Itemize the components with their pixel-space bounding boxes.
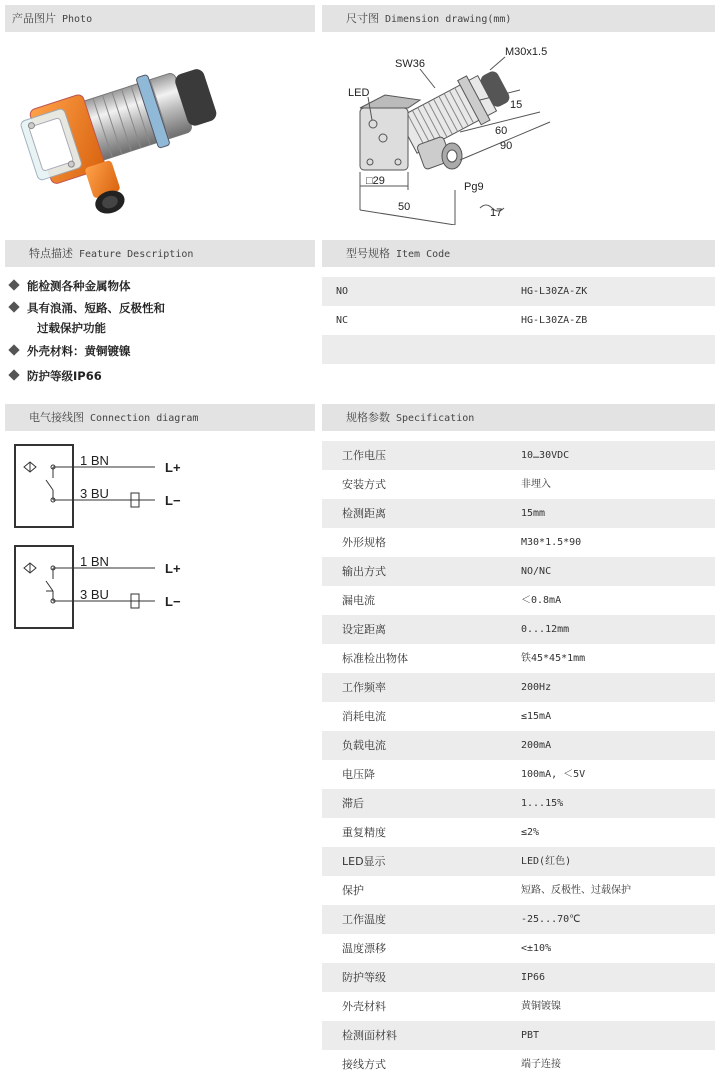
feature-item-2-cont: 过载保护功能 [37,321,106,335]
spec-value: 10…30VDC [521,450,570,461]
spec-row [322,992,715,1021]
spec-key: 安装方式 [342,478,386,491]
connection-header: 电气接线图 Connection diagram [5,404,315,431]
l-plus-label: L+ [165,561,181,576]
spec-value: 铁45*45*1mm [521,653,586,664]
spec-row [322,1021,715,1050]
spec-row [322,1050,715,1079]
spec-key: 消耗电流 [342,710,386,723]
item-code-row: NO HG-L30ZA-ZK [322,277,715,306]
spec-value: 100mA, ＜5V [521,769,586,780]
feature-item-4: 防护等级IP66 [10,368,102,384]
spec-key: 保护 [342,884,364,897]
spec-key: 漏电流 [342,594,375,607]
spec-value: 短路、反极性、过载保护 [521,885,631,896]
dim-17-label: 17 [490,207,503,219]
dim-led-label: LED [348,87,370,99]
spec-value: 1...15% [521,798,564,809]
spec-value: IP66 [521,972,546,983]
feature-item-3: 外壳材料：黄铜镀镍 [10,343,131,359]
spec-row [322,963,715,992]
item-code-row: NC HG-L30ZA-ZB [336,315,588,326]
dim-60-label: 60 [495,125,508,137]
dim-thread-label: M30x1.5 [505,46,548,58]
spec-value: -25...70℃ [521,914,581,925]
spec-value: 非埋入 [521,479,551,490]
dim-pg-label: Pg9 [464,181,484,193]
spec-value: 200Hz [521,682,552,693]
product-photo [20,42,230,222]
spec-key: 滞后 [342,797,364,810]
spec-key: 检测距离 [342,507,386,520]
spec-row [322,499,715,528]
spec-key: 设定距离 [342,623,386,636]
dim-15-label: 15 [510,99,523,111]
spec-key: 电压降 [342,768,375,781]
spec-row [322,876,715,905]
spec-value: 200mA [521,740,552,751]
spec-value: 端子连接 [521,1059,561,1070]
wire-1-label: 1 BN [80,453,109,468]
dimension-drawing [340,40,560,225]
spec-key: 工作频率 [342,681,386,694]
diamond-bullet-icon [8,344,19,355]
spec-value: PBT [521,1030,540,1041]
spec-value: 0...12mm [521,624,570,635]
spec-row [322,905,715,934]
spec-value: <±10% [521,943,552,954]
wiring-diagram-no [10,440,210,640]
spec-row [322,673,715,702]
spec-row [322,470,715,499]
spec-key: 负载电流 [342,739,386,752]
dim-29-label: □29 [366,175,385,187]
spec-row [322,615,715,644]
photo-header: 产品图片 Photo [5,5,315,32]
spec-key: 接线方式 [342,1058,386,1071]
spec-row [322,586,715,615]
spec-row [322,847,715,876]
spec-key: 外形规格 [342,536,386,549]
feature-item-1: 能检测各种金属物体 [10,278,131,294]
spec-key: 检测面材料 [342,1029,397,1042]
item-code-row-empty [322,335,715,364]
spec-value: M30*1.5*90 [521,537,582,548]
feature-item-2: 具有浪涌、短路、反极性和 [10,300,165,316]
spec-value: ≤2% [521,827,540,838]
spec-value: ≤15mA [521,711,552,722]
feature-header: 特点描述 Feature Description [5,240,315,267]
spec-value: LED(红色) [521,856,572,867]
diamond-bullet-icon [8,301,19,312]
spec-value: 黄铜镀镍 [521,1001,561,1012]
spec-row [322,731,715,760]
spec-key: LED显示 [342,855,386,868]
spec-row [322,818,715,847]
spec-row [322,789,715,818]
item-code-header: 型号规格 Item Code [322,240,715,267]
spec-key: 工作温度 [342,913,386,926]
wire-1-label: 1 BN [80,554,109,569]
spec-value: NO/NC [521,566,552,577]
spec-key: 温度漂移 [342,942,386,955]
spec-row [322,702,715,731]
spec-header: 规格参数 Specification [322,404,715,431]
wire-2-label: 3 BU [80,587,109,602]
spec-key: 防护等级 [342,971,386,984]
spec-key: 重复精度 [342,826,386,839]
dimension-header: 尺寸图 Dimension drawing(mm) [322,5,715,32]
spec-key: 工作电压 [342,449,386,462]
spec-value: 15mm [521,508,546,519]
diamond-bullet-icon [8,369,19,380]
l-plus-label: L+ [165,460,181,475]
spec-row [322,528,715,557]
spec-row [322,441,715,470]
spec-key: 输出方式 [342,565,386,578]
spec-row [322,644,715,673]
spec-row [322,760,715,789]
spec-row [322,557,715,586]
dim-sw-label: SW36 [395,58,425,70]
wire-2-label: 3 BU [80,486,109,501]
spec-value: ＜0.8mA [521,595,562,606]
dim-90-label: 90 [500,140,513,152]
spec-key: 外壳材料 [342,1000,386,1013]
dim-50-label: 50 [398,201,411,213]
l-minus-label: L− [165,594,181,609]
spec-key: 标准检出物体 [342,652,408,665]
diamond-bullet-icon [8,279,19,290]
spec-row [322,934,715,963]
l-minus-label: L− [165,493,181,508]
